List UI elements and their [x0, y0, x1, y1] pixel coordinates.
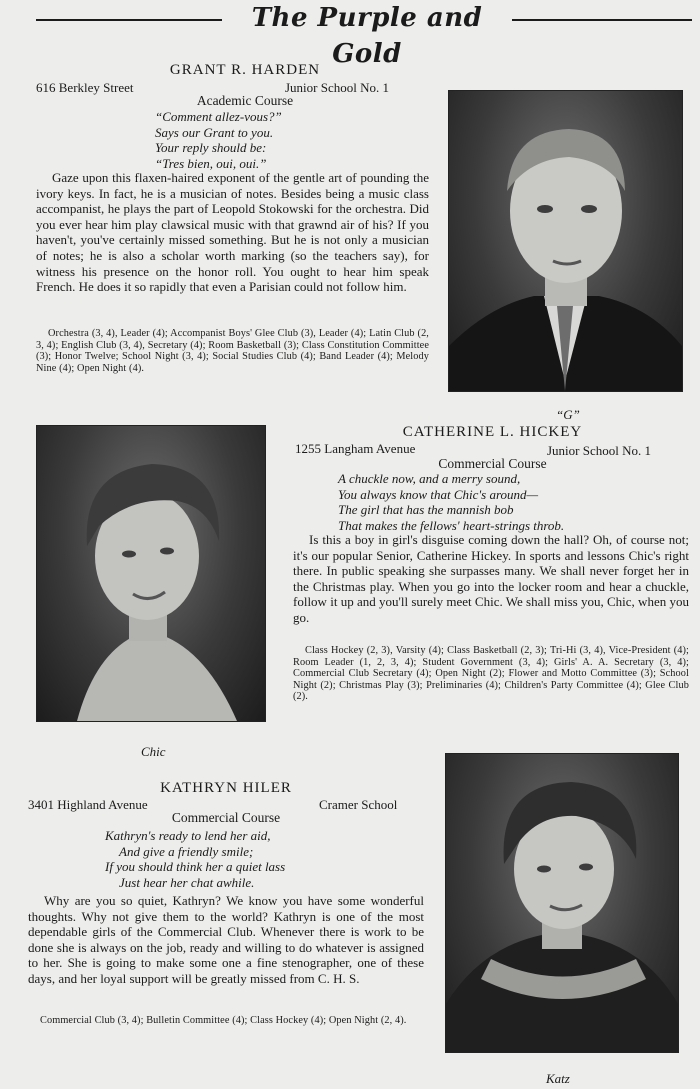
student-school: Junior School No. 1 — [285, 80, 389, 95]
student-course: Commercial Course — [438, 456, 547, 471]
poem-line: “Comment allez-vous?” — [155, 109, 282, 124]
poem-line: Just hear her chat awhile. — [119, 874, 255, 890]
student-poem — [155, 109, 435, 171]
student-school: Cramer School — [319, 797, 398, 812]
student-biography: Is this a boy in girl's disguise coming down the hall? Oh, of course not; it's our popular Senior, Catherine Hickey. In sports and lessons Chic's right there. In public speaking she surpasses many. We shall never forget her in the Christmas play. When you go into the locker room and hear a chuckle, follow it up and you'll surely meet Chic. We shall miss you, Chic, when you go. — [293, 532, 689, 625]
portrait-silhouette — [37, 426, 265, 721]
student-address: 1255 Langham Avenue — [295, 441, 416, 456]
student-poem — [338, 471, 690, 533]
student-biography: Gaze upon this flaxen-haired exponent of the gentle art of pounding the ivory keys. In fact, he is a musician of notes. Besides being a music class accompanist, he plays the part of Leopold Stokowski for the orchestra. Did you ever hear him play clawsical music with that grawnd air of his? If you haven't, you've certainly missed something. But he is not only a musician of notes; he is also a scholar worth marking (so the teachers say), for witness his presence on the honor roll. You ought to hear him speak French. He does it so rapidly that even a Parisian could not follow him. — [36, 170, 429, 295]
student-biography: Why are you so quiet, Kathryn? We know you have some wonderful thoughts. Why not give them to the world? Kathryn is one of the most dependable girls of the Commercial Club. Whenever there is work to be done she is always on the job, ready and willing to do whatever is assigned to her. She is going to make some one a fine stenographer, one of these days, and her loyal support will be greatly missed from C. H. S. — [28, 893, 424, 986]
student-name: CATHERINE L. HICKEY — [402, 424, 583, 440]
student-poem — [105, 828, 425, 890]
student-portrait-hiler — [445, 753, 679, 1053]
poem-line: “Tres bien, oui, oui.” — [155, 155, 267, 171]
poem-line: If you should think her a quiet lass — [105, 859, 286, 874]
student-activities: Class Hockey (2, 3), Varsity (4); Class Basketball (2, 3); Tri-Hi (3, 4), Vice-President (4); Room Leader (1, 2, 3, 4); Student Government (3, 4); Girls' A. A. Secretary (3, 4); Commercial Club Secretary (4); Open Night (2); Flower and Motto Committee (3); School Night (2); Christmas Play (3); Preliminaries (4); Children's Party Committee (4); Glee Club (2). — [293, 645, 689, 703]
masthead-rule-right — [512, 19, 692, 21]
portrait-silhouette — [449, 91, 682, 391]
poem-line: You always know that Chic's around— — [338, 486, 539, 502]
poem-line: Kathryn's ready to lend her aid, — [105, 828, 271, 843]
student-activities: Commercial Club (3, 4); Bulletin Committee (4); Class Hockey (4); Open Night (2, 4). — [40, 1015, 407, 1026]
student-nickname: Chic — [141, 744, 166, 759]
poem-line: Says our Grant to you. — [155, 124, 274, 140]
student-portrait-hickey — [36, 425, 266, 722]
poem-line: A chuckle now, and a merry sound, — [338, 471, 521, 486]
poem-line: That makes the fellows' heart-strings throb. — [338, 517, 565, 533]
student-school: Junior School No. 1 — [547, 443, 651, 458]
portrait-silhouette — [446, 754, 678, 1052]
poem-line: The girl that has the mannish bob — [338, 502, 514, 517]
student-course: Academic Course — [196, 93, 294, 108]
student-address: 616 Berkley Street — [36, 80, 134, 95]
student-name: GRANT R. HARDEN — [169, 62, 321, 78]
student-name: KATHRYN HILER — [160, 780, 292, 796]
student-address: 3401 Highland Avenue — [28, 797, 148, 812]
student-course: Commercial Course — [171, 810, 281, 825]
student-nickname: Katz — [546, 1071, 570, 1086]
student-portrait-harden — [448, 90, 683, 392]
poem-line: Your reply should be: — [155, 140, 267, 155]
poem-line: And give a friendly smile; — [119, 843, 254, 859]
masthead-rule-left — [36, 19, 222, 21]
page-masthead: The Purple and Gold — [251, 3, 483, 69]
student-mark: “G” — [556, 407, 580, 422]
student-activities: Orchestra (3, 4), Leader (4); Accompanist Boys' Glee Club (3), Leader (4); Latin Club (2, 3, 4); English Club (3, 4), Secretary (4); Room Basketball (3); Class Constitution Committee (3); Honor Twelve; School Night (3, 4); Social Studies Club (4); Band Leader (4); Melody Nine (4); Open Night (4). — [36, 328, 429, 374]
